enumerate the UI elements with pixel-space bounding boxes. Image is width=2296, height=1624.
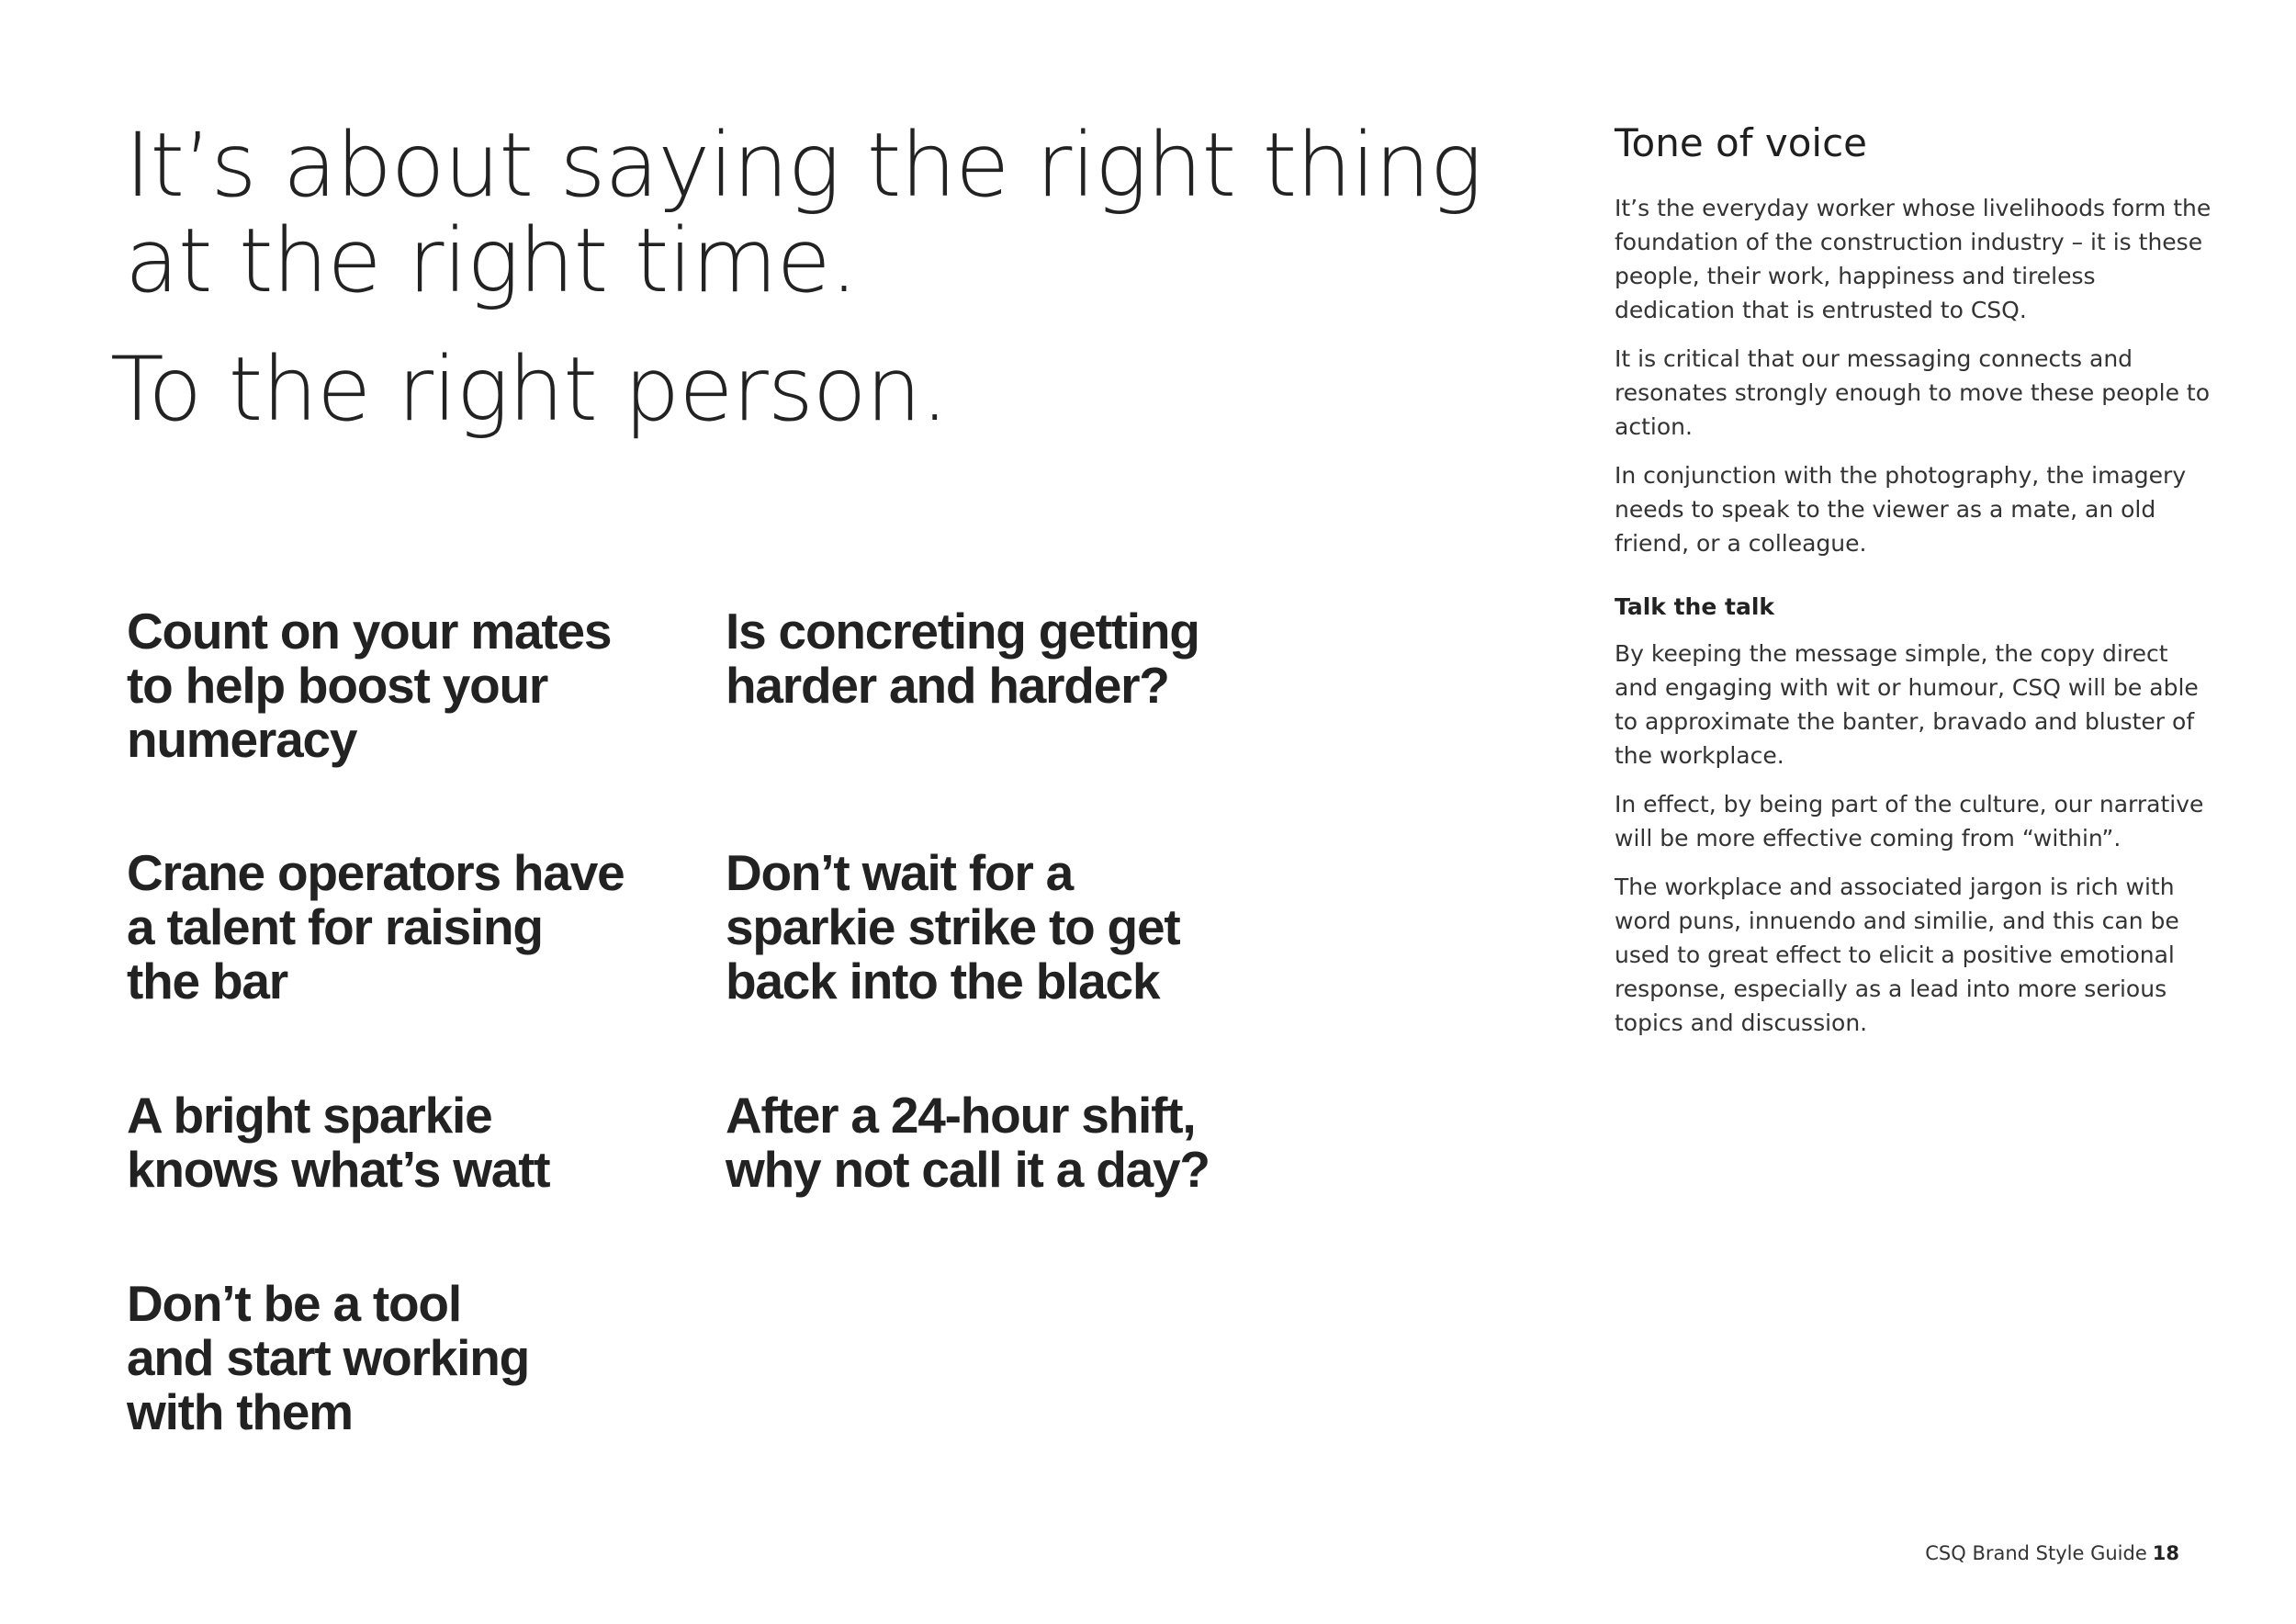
tone-of-voice-sidebar (1615, 118, 2212, 1054)
sidebar-paragraph: In conjunction with the photography, the imagery needs to speak to the viewer as a mate, an old friend, or a colleague. (1615, 462, 2187, 557)
sidebar-paragraph: In effect, by being part of the culture, our narrative will be more effective coming from “within”. (1615, 791, 2204, 851)
sidebar-paragraph: By keeping the message simple, the copy direct and engaging with wit or humour, CSQ will be able to approximate the banter, bravado and bluster of the workplace. (1615, 640, 2199, 769)
tagline-24-hour-shift: After a 24-hour shift, why not call it a day? (726, 1087, 1210, 1198)
tagline-bright-sparkie: A bright sparkie knows what’s watt (127, 1087, 550, 1198)
tagline-concreting: Is concreting getting harder and harder? (726, 603, 1199, 714)
headline-secondary: To the right person. (110, 338, 948, 441)
tagline-dont-be-a-tool: Don’t be a tool and start working with them (127, 1275, 529, 1440)
sidebar-paragraph: It’s the everyday worker whose livelihoods form the foundation of the construction industry – it is these people, their work, happiness and tireless dedication that is entrusted to CSQ. (1615, 195, 2212, 323)
page-footer (1925, 1539, 2179, 1567)
sidebar-heading: Tone of voice (1615, 120, 1868, 165)
footer-guide-title: CSQ Brand Style Guide (1925, 1542, 2147, 1564)
tagline-numeracy: Count on your mates to help boost your numeracy (127, 603, 612, 768)
talk-the-talk-heading: Talk the talk (1615, 593, 1775, 620)
sidebar-paragraph: It is critical that our messaging connects and resonates strongly enough to move these people to action. (1615, 345, 2211, 440)
sidebar-paragraph: The workplace and associated jargon is rich with word puns, innuendo and similie, and this can be used to great effect to elicit a positive emotional response, especially as a lead into more serious topics and discussion. (1615, 874, 2179, 1036)
headline-primary: It’s about saying the right thing at the right time. (125, 114, 1482, 312)
footer-page-number: 18 (2152, 1542, 2179, 1564)
tagline-crane-operators: Crane operators have a talent for raising the bar (127, 844, 625, 1009)
tagline-sparkie-strike: Don’t wait for a sparkie strike to get back into the black (726, 844, 1180, 1009)
